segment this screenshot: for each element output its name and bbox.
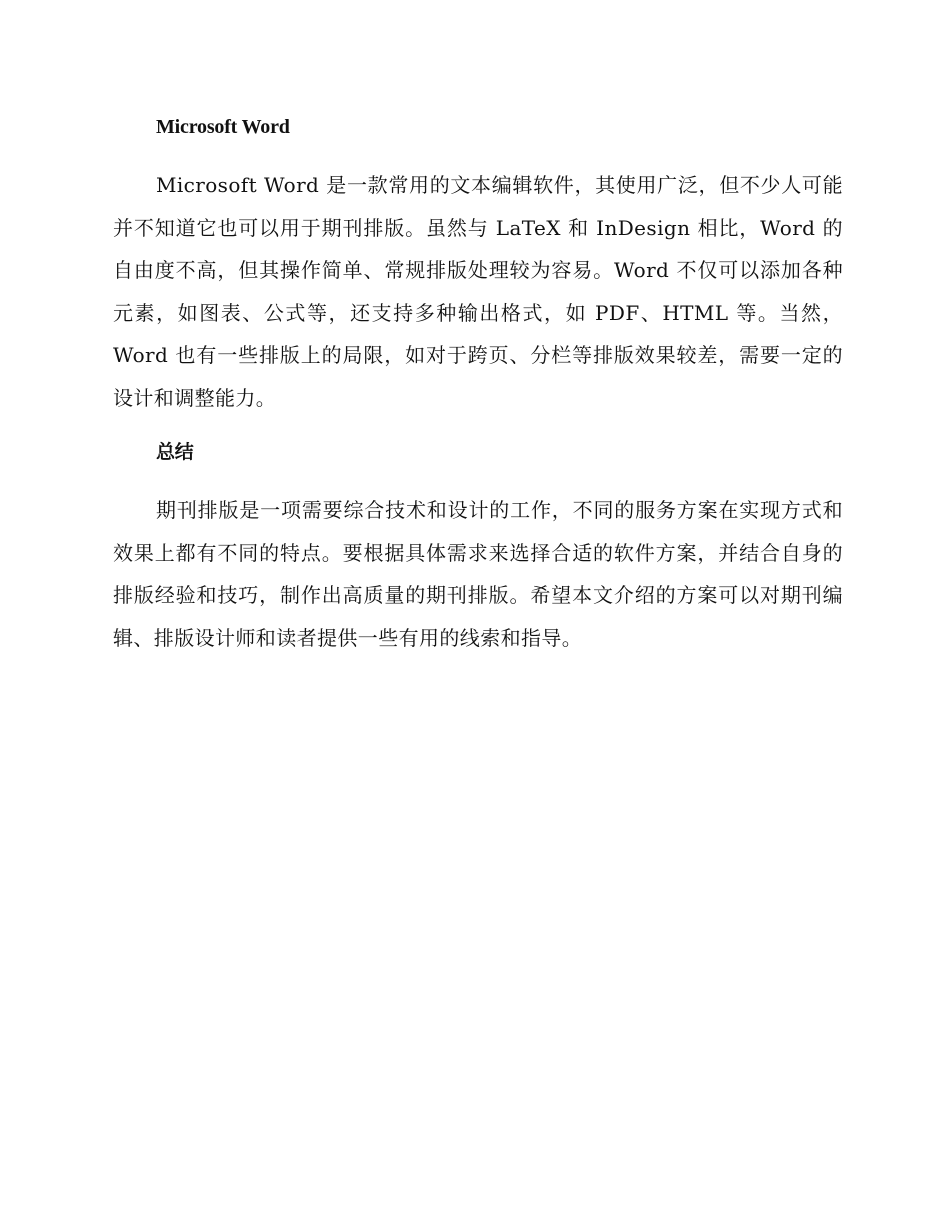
spacer xyxy=(113,142,843,164)
spacer xyxy=(113,467,843,489)
section-heading-microsoft-word: Microsoft Word xyxy=(156,116,290,138)
section-paragraph-microsoft-word: Microsoft Word 是一款常用的文本编辑软件，其使用广泛，但不少人可能并不知道它也可以用于期刊排版。虽然与 LaTeX 和 InDesign 相比，Word 的自由度不高，但其操作简单、常规排版处理较为容易。Word 不仅可以添加各种元素，如图表、公式等，还支持多种输出格式，如 PDF、HTML 等。当然，Word 也有一些排版上的局限，如对于跨页、分栏等排版效果较差，需要一定的设计和调整能力。 xyxy=(113,173,843,410)
document-content xyxy=(113,112,843,659)
section-heading-summary: 总结 xyxy=(156,441,194,463)
section-paragraph-summary: 期刊排版是一项需要综合技术和设计的工作，不同的服务方案在实现方式和效果上都有不同的特点。要根据具体需求来选择合适的软件方案，并结合自身的排版经验和技巧，制作出高质量的期刊排版。希望本文介绍的方案可以对期刊编辑、排版设计师和读者提供一些有用的线索和指导。 xyxy=(113,498,843,650)
spacer xyxy=(113,419,843,437)
